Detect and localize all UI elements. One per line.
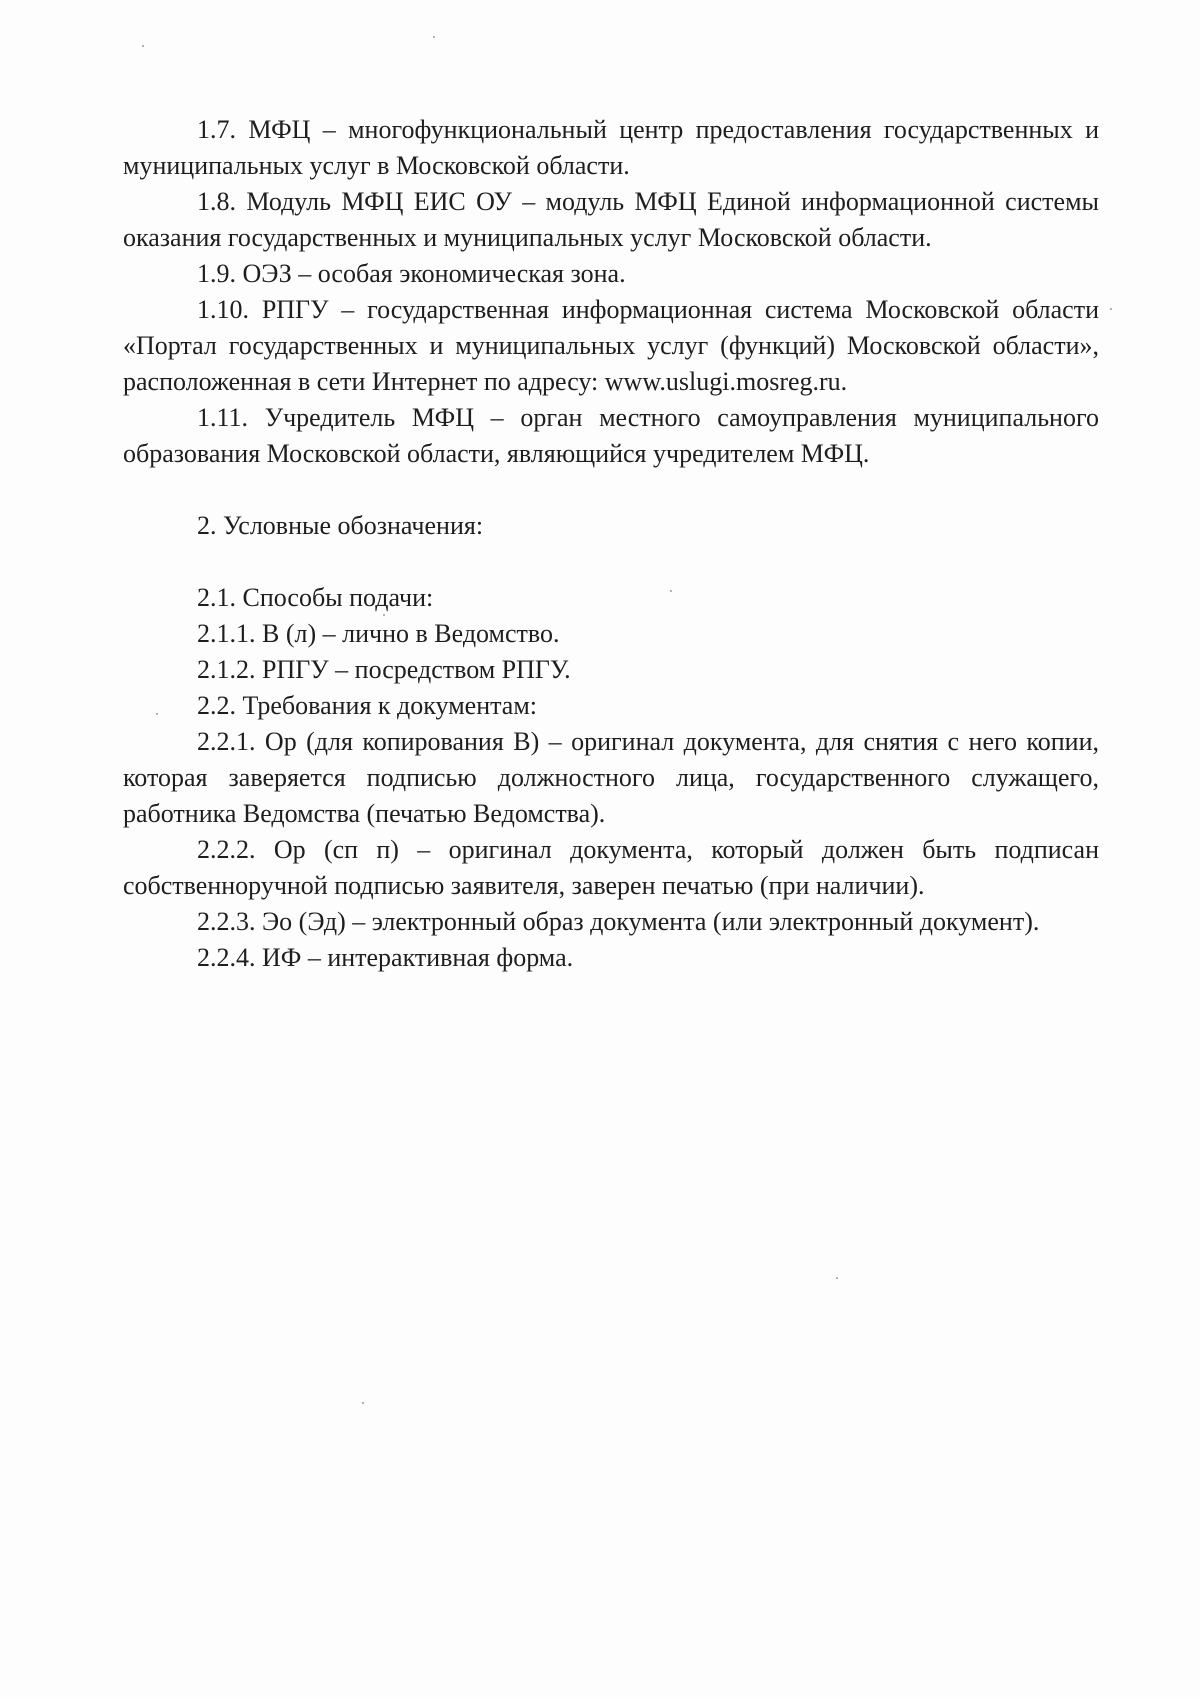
scan-speck	[836, 1277, 838, 1279]
symbol-interactive-form: 2.2.4. ИФ – интерактивная форма.	[197, 943, 574, 972]
blank-line	[123, 472, 1099, 508]
definition-founder: 1.11. Учредитель МФЦ – орган местного самоуправления муниципального образования Московской области, являющийся учредителем МФЦ.	[123, 403, 1099, 468]
definition-rpgu: 1.10. РПГУ – государственная информационная система Московской области «Портал государственных и муниципальных услуг (функций) Московской области», расположенная в сети Интернет по адресу: www.uslugi.mosreg.ru.	[123, 295, 1099, 396]
symbol-original-copy: 2.2.1. Ор (для копирования В) – оригинал документа, для снятия с него копии, которая заверяется подписью должностного лица, государственного служащего, работника Ведомства (печатью Ведомства).	[123, 727, 1099, 828]
symbol-doc-requirements: 2.2. Требования к документам:	[197, 691, 538, 720]
section-heading: 2. Условные обозначения:	[197, 511, 484, 540]
symbol-submission-methods: 2.1. Способы подачи:	[197, 583, 434, 612]
symbol-original-signed: 2.2.2. Ор (сп п) – оригинал документа, который должен быть подписан собственноручной подписью заявителя, заверен печатью (при наличии).	[123, 835, 1099, 900]
definition-mfc: 1.7. МФЦ – многофункциональный центр предоставления государственных и муниципальных услуг в Московской области.	[123, 115, 1099, 180]
definition-oez: 1.9. ОЭЗ – особая экономическая зона.	[197, 259, 626, 288]
symbol-in-person: 2.1.1. В (л) – лично в Ведомство.	[197, 619, 560, 648]
symbol-rpgu: 2.1.2. РПГУ – посредством РПГУ.	[197, 655, 571, 684]
definition-mfc-module: 1.8. Модуль МФЦ ЕИС ОУ – модуль МФЦ Единой информационной системы оказания государственных и муниципальных услуг Московской области.	[123, 187, 1099, 252]
scan-speck	[433, 36, 435, 38]
blank-line	[123, 544, 1099, 580]
scan-speck	[142, 45, 144, 47]
scan-speck	[362, 1402, 364, 1404]
document-body	[123, 112, 1099, 976]
scan-speck	[1110, 308, 1112, 310]
symbol-electronic-image: 2.2.3. Эо (Эд) – электронный образ документа (или электронный документ).	[197, 907, 1040, 936]
